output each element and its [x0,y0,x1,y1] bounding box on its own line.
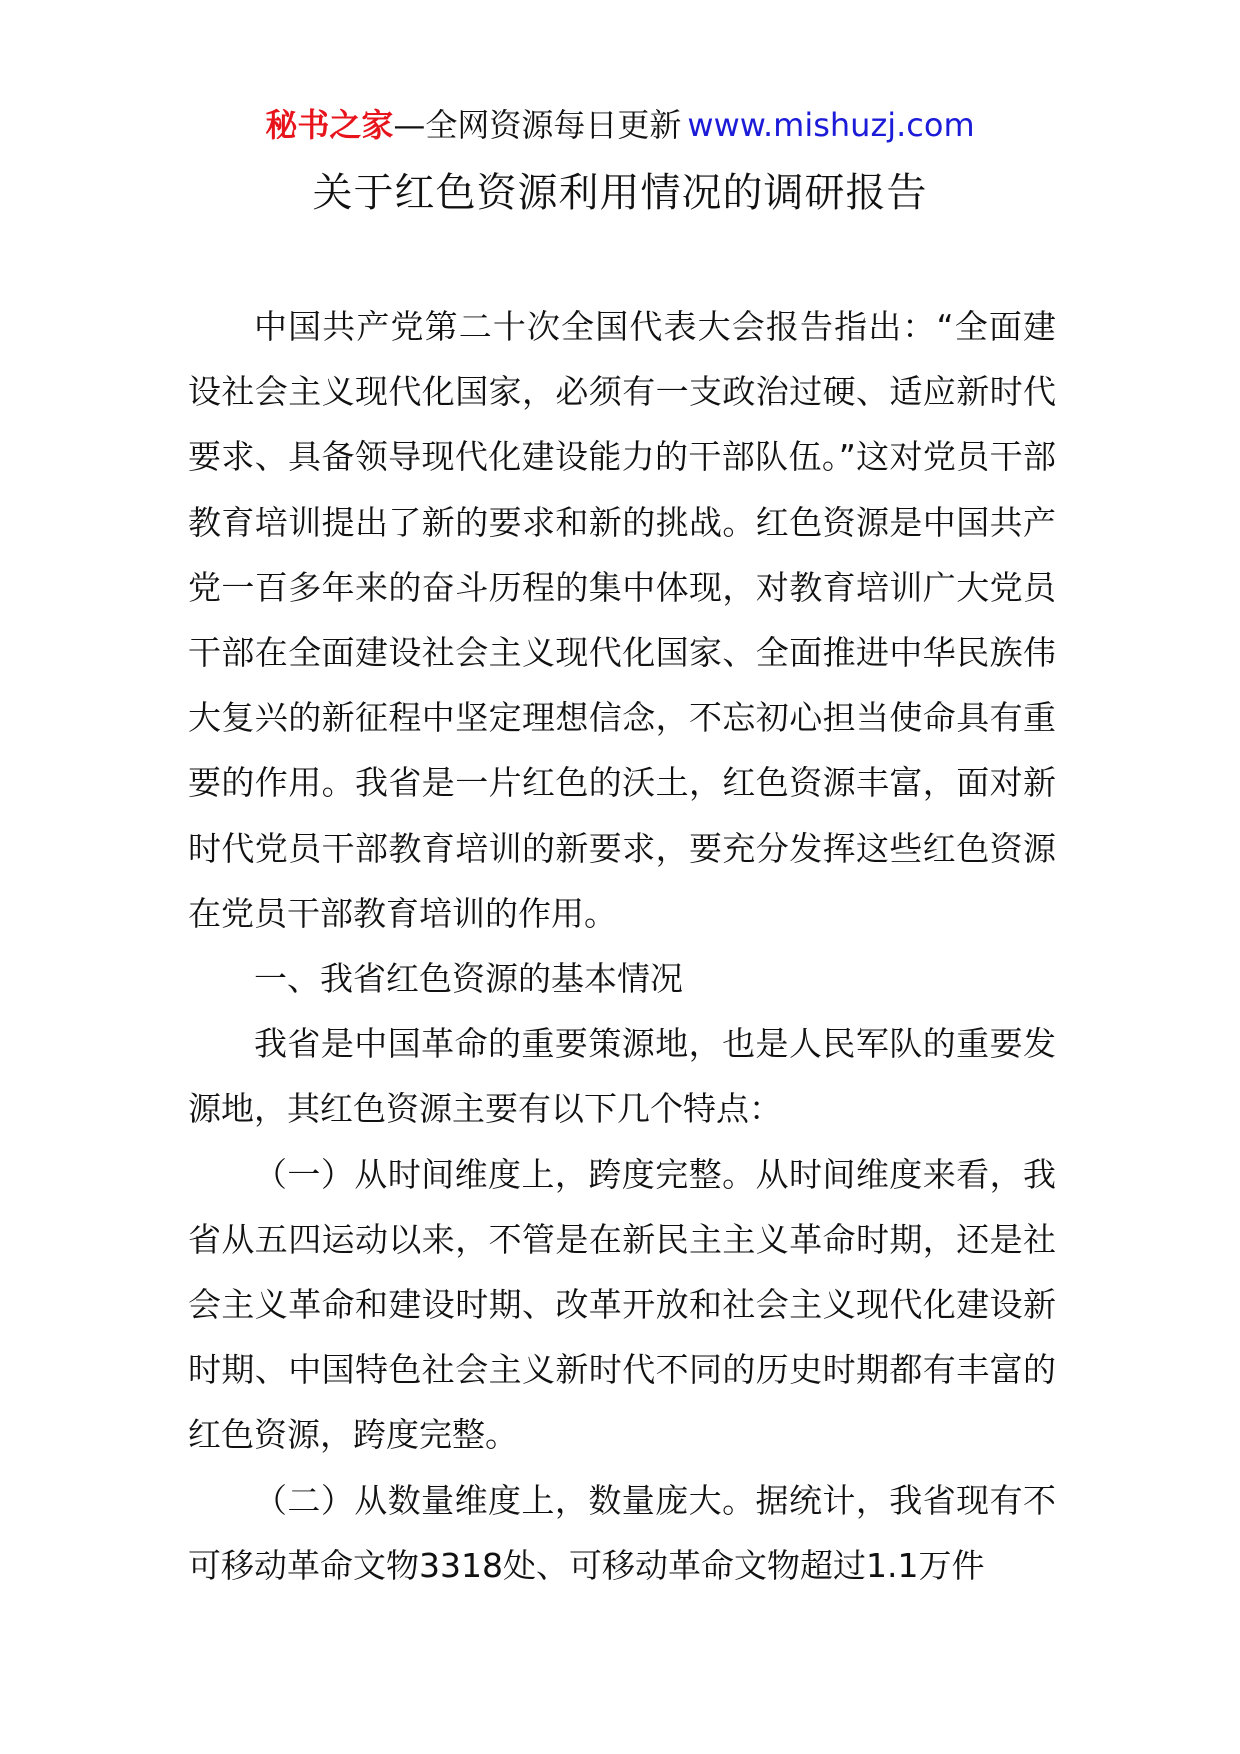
body-paragraph: 我省是中国革命的重要策源地，也是人民军队的重要发源地，其红色资源主要有以下几个特点： [188,1024,1056,1129]
header-dash: — [393,106,426,144]
site-header [0,102,1240,148]
intro-paragraph: 中国共产党第二十次全国代表大会报告指出：“全面建设社会主义现代化国家，必须有一支政治过硬、适应新时代要求、具备领导现代化建设能力的干部队伍。”这对党员干部教育培训提出了新的要求和新的挑战。红色资源是中国共产党一百多年来的奋斗历程的集中体现，对教育培训广大党员干部在全面建设社会主义现代化国家、全面推进中华民族伟大复兴的新征程中坚定理想信念，不忘初心担当使命具有重要的作用。我省是一片红色的沃土，红色资源丰富，面对新时代党员干部教育培训的新要求，要充分发挥这些红色资源在党员干部教育培训的作用。 [188,307,1056,933]
brand-name: 秘书之家 [265,106,394,144]
site-url-link[interactable]: www.mishuzj.com [687,106,975,144]
document-body [188,294,1056,1598]
body-paragraph: （二）从数量维度上，数量庞大。据统计，我省现有不可移动革命文物3318处、可移动革命文物超过1.1万件 [188,1480,1056,1585]
body-paragraph: （一）从时间维度上，跨度完整。从时间维度来看，我省从五四运动以来，不管是在新民主主义革命时期，还是社会主义革命和建设时期、改革开放和社会主义现代化建设新时期、中国特色社会主义新时代不同的历史时期都有丰富的红色资源，跨度完整。 [188,1154,1056,1455]
header-slogan: 全网资源每日更新 [425,106,682,144]
document-title: 关于红色资源利用情况的调研报告 [312,170,928,216]
section-heading: 一、我省红色资源的基本情况 [254,959,683,999]
